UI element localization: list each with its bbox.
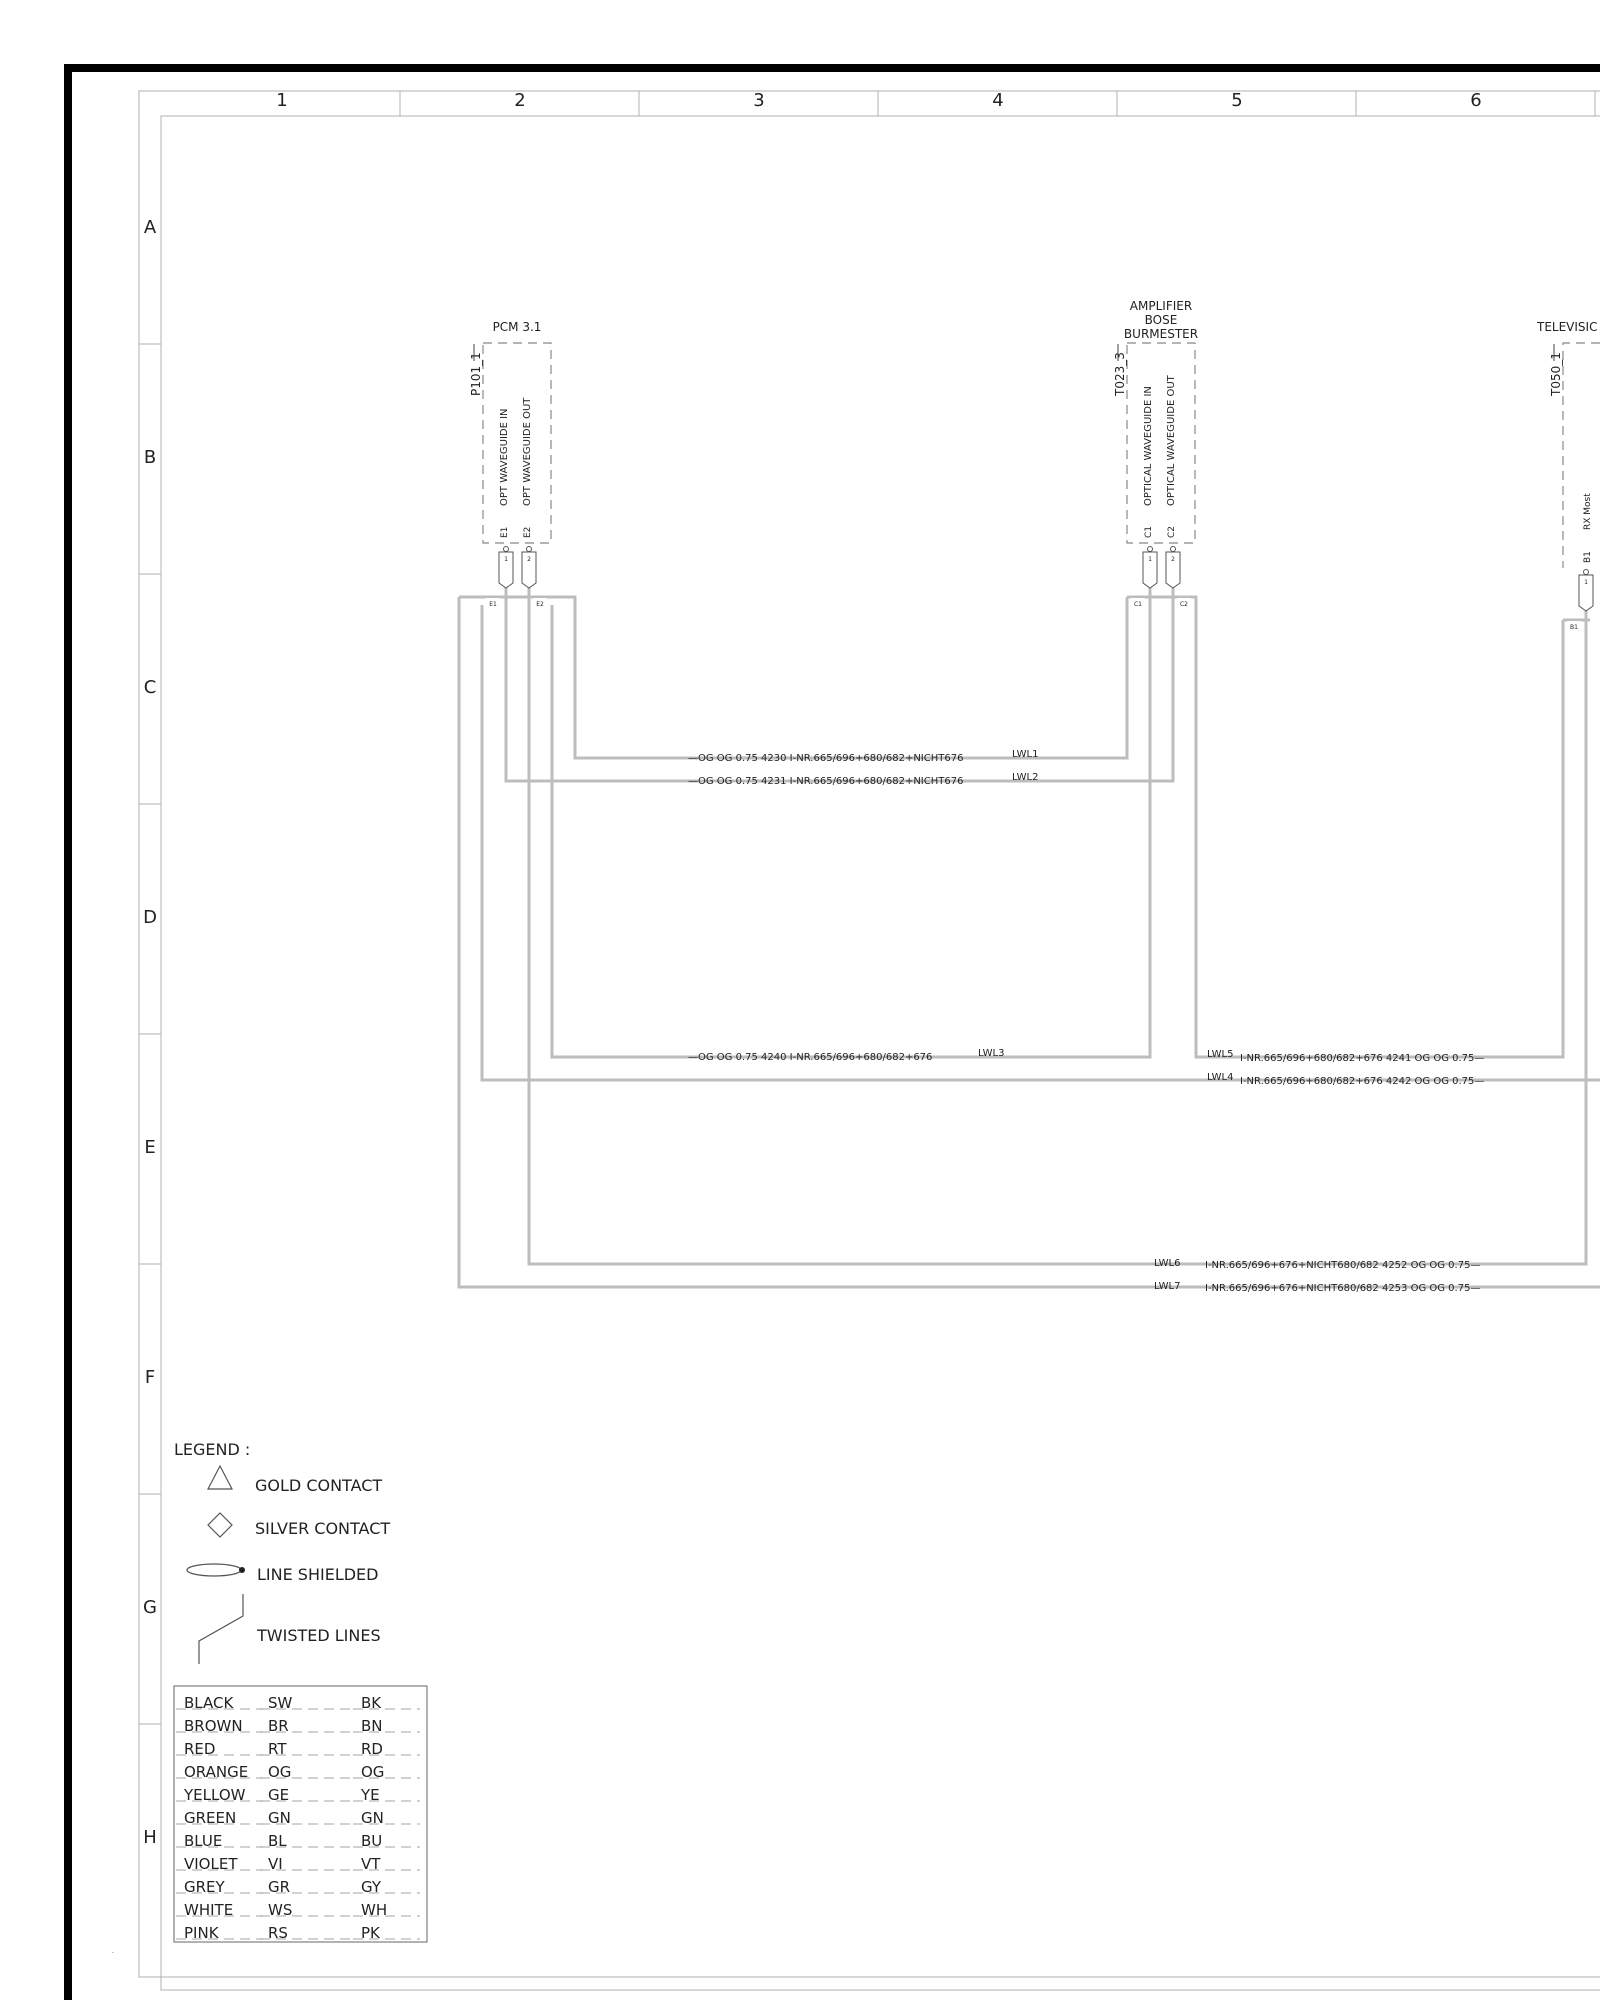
wire-spec: I-NR.665/696+680/682+676 4242 OG OG 0.75— bbox=[1240, 1076, 1485, 1087]
column-label: 3 bbox=[753, 90, 765, 111]
color-table-cell: RED bbox=[184, 1740, 216, 1758]
wire-id: LWL7 bbox=[1154, 1281, 1181, 1292]
splice-tag: E2 bbox=[536, 601, 544, 608]
wire-spec: —OG OG 0.75 4231 I-NR.665/696+680/682+NICHT676 bbox=[688, 776, 964, 787]
color-table-cell: YE bbox=[361, 1786, 380, 1804]
column-label: 5 bbox=[1231, 90, 1243, 111]
row-label: H bbox=[143, 1827, 157, 1848]
wire-lwl7[interactable] bbox=[459, 605, 1600, 1287]
wire-lwl3[interactable] bbox=[552, 582, 1150, 1057]
color-table-cell: BN bbox=[361, 1717, 383, 1735]
row-label: D bbox=[143, 907, 157, 928]
component-title: PCM 3.1 bbox=[492, 320, 542, 334]
row-labels bbox=[143, 217, 157, 1848]
color-table-cell: RS bbox=[268, 1924, 288, 1942]
color-table-cell: GN bbox=[268, 1809, 291, 1827]
wire-lwl2[interactable] bbox=[506, 582, 1173, 781]
connector-number: 1 bbox=[1148, 556, 1152, 563]
column-label: 1 bbox=[276, 90, 288, 111]
row-label: G bbox=[143, 1597, 157, 1618]
row-label: B bbox=[143, 447, 157, 468]
connector-number: 2 bbox=[527, 556, 531, 563]
color-table-cell: BU bbox=[361, 1832, 383, 1850]
component-television[interactable] bbox=[1536, 320, 1600, 611]
color-table-cell: BROWN bbox=[184, 1717, 243, 1735]
row-label: A bbox=[143, 217, 157, 238]
wires bbox=[459, 582, 1600, 1287]
color-table-cell: GR bbox=[268, 1878, 291, 1896]
legend-gold-contact: GOLD CONTACT bbox=[255, 1476, 383, 1495]
column-label: 6 bbox=[1470, 90, 1482, 111]
pin-id: E2 bbox=[523, 526, 533, 538]
component-title: TELEVISIC bbox=[1537, 320, 1598, 334]
shielded-line-icon bbox=[187, 1564, 241, 1576]
row-label: F bbox=[144, 1367, 156, 1388]
component-title-line: AMPLIFIER bbox=[1129, 299, 1193, 313]
color-table-cell: GN bbox=[361, 1809, 384, 1827]
wire-id: LWL6 bbox=[1154, 1258, 1181, 1269]
pin-label: OPT WAVEGUIDE OUT bbox=[522, 397, 533, 506]
color-table-cell: BL bbox=[268, 1832, 287, 1850]
column-label: 4 bbox=[992, 90, 1004, 111]
pin-label: OPTICAL WAVEGUIDE OUT bbox=[1166, 375, 1177, 506]
splice-tag: E1 bbox=[489, 601, 497, 608]
color-table-cell: VI bbox=[268, 1855, 283, 1873]
wire-spec: —OG OG 0.75 4230 I-NR.665/696+680/682+NICHT676 bbox=[688, 753, 964, 764]
wire-id: LWL2 bbox=[1012, 772, 1039, 783]
component-title-line: BOSE bbox=[1144, 313, 1178, 327]
splice-tag: C2 bbox=[1179, 601, 1189, 608]
outer-frame bbox=[68, 68, 1600, 2000]
color-table-cell: WS bbox=[268, 1901, 293, 1919]
wire-spec: I-NR.665/696+676+NICHT680/682 4253 OG OG 0.75— bbox=[1205, 1283, 1481, 1294]
legend-twisted-lines: TWISTED LINES bbox=[257, 1626, 381, 1645]
column-label: 2 bbox=[514, 90, 526, 111]
legend bbox=[174, 1440, 390, 1664]
connector-number: 1 bbox=[504, 556, 508, 563]
color-table-cell: OG bbox=[268, 1763, 292, 1781]
color-table-cell: GE bbox=[268, 1786, 290, 1804]
component-amplifier[interactable] bbox=[1113, 299, 1198, 588]
color-table-cell: WHITE bbox=[184, 1901, 234, 1919]
silver-contact-icon bbox=[208, 1513, 232, 1537]
legend-title: LEGEND : bbox=[174, 1440, 251, 1459]
component-ref: T050_1 bbox=[1549, 352, 1563, 396]
component-title-line: BURMESTER bbox=[1123, 327, 1199, 341]
wire-spec: I-NR.665/696+680/682+676 4241 OG OG 0.75— bbox=[1240, 1053, 1485, 1064]
pin-id: E1 bbox=[500, 526, 510, 538]
grid-border bbox=[139, 91, 1600, 1990]
wire-lwl1[interactable] bbox=[575, 605, 1127, 758]
color-table-cell: YELLOW bbox=[184, 1786, 246, 1804]
row-label: C bbox=[143, 677, 157, 698]
splice-tag: C1 bbox=[1133, 601, 1143, 608]
splice-tags bbox=[486, 598, 1581, 631]
legend-line-shielded: LINE SHIELDED bbox=[257, 1565, 379, 1584]
color-table-cell: BLUE bbox=[184, 1832, 223, 1850]
color-table-rows bbox=[176, 1694, 420, 1942]
wire-lwl4[interactable] bbox=[482, 605, 1600, 1080]
wire-lwl6[interactable] bbox=[529, 582, 1586, 1264]
pin-id: C1 bbox=[1144, 525, 1154, 538]
wire-lwl5[interactable] bbox=[1196, 605, 1563, 1057]
connector-number: 1 bbox=[1584, 579, 1588, 586]
component-pcm[interactable] bbox=[469, 320, 551, 588]
color-table-cell: PK bbox=[361, 1924, 380, 1942]
twisted-lines-icon bbox=[199, 1594, 243, 1664]
color-table-cell: VT bbox=[361, 1855, 381, 1873]
pin-label: OPTICAL WAVEGUIDE IN bbox=[1143, 386, 1154, 506]
pin-id: C2 bbox=[1167, 525, 1177, 538]
pin-id: B1 bbox=[1583, 551, 1593, 563]
color-table-cell: OG bbox=[361, 1763, 385, 1781]
wire-id: LWL5 bbox=[1207, 1049, 1234, 1060]
color-table-cell: GREEN bbox=[184, 1809, 237, 1827]
column-labels bbox=[276, 90, 1481, 111]
wire-spec: —OG OG 0.75 4240 I-NR.665/696+680/682+676 bbox=[688, 1052, 933, 1063]
color-table-cell: PINK bbox=[184, 1924, 219, 1942]
pin-label: RX Most bbox=[1583, 493, 1593, 530]
row-label: E bbox=[144, 1137, 156, 1158]
gold-contact-icon bbox=[208, 1466, 232, 1489]
color-table-cell: WH bbox=[361, 1901, 388, 1919]
color-table-cell: BR bbox=[268, 1717, 289, 1735]
component-ref: P101_1 bbox=[469, 352, 483, 396]
splice-tag: B1 bbox=[1570, 624, 1578, 631]
color-table-cell: GREY bbox=[184, 1878, 225, 1896]
wire-id: LWL4 bbox=[1207, 1072, 1234, 1083]
wire-id: LWL1 bbox=[1012, 749, 1039, 760]
component-ref: T023_3 bbox=[1113, 352, 1127, 396]
color-table-cell: VIOLET bbox=[184, 1855, 238, 1873]
wire-id: LWL3 bbox=[978, 1048, 1005, 1059]
color-table-cell: ORANGE bbox=[184, 1763, 249, 1781]
color-table-cell: RT bbox=[268, 1740, 287, 1758]
wire-labels bbox=[688, 749, 1484, 1294]
color-table-cell: BK bbox=[361, 1694, 382, 1712]
color-table-cell: BLACK bbox=[184, 1694, 234, 1712]
color-table-cell: RD bbox=[361, 1740, 383, 1758]
color-table-cell: GY bbox=[361, 1878, 382, 1896]
connector-number: 2 bbox=[1171, 556, 1175, 563]
color-code-table bbox=[174, 1686, 427, 1942]
pin-label: OPT WAVEGUIDE IN bbox=[499, 408, 510, 506]
color-table-cell: SW bbox=[268, 1694, 293, 1712]
svg-text:.: . bbox=[112, 1948, 114, 1955]
legend-silver-contact: SILVER CONTACT bbox=[255, 1519, 391, 1538]
wire-spec: I-NR.665/696+676+NICHT680/682 4252 OG OG 0.75— bbox=[1205, 1260, 1481, 1271]
